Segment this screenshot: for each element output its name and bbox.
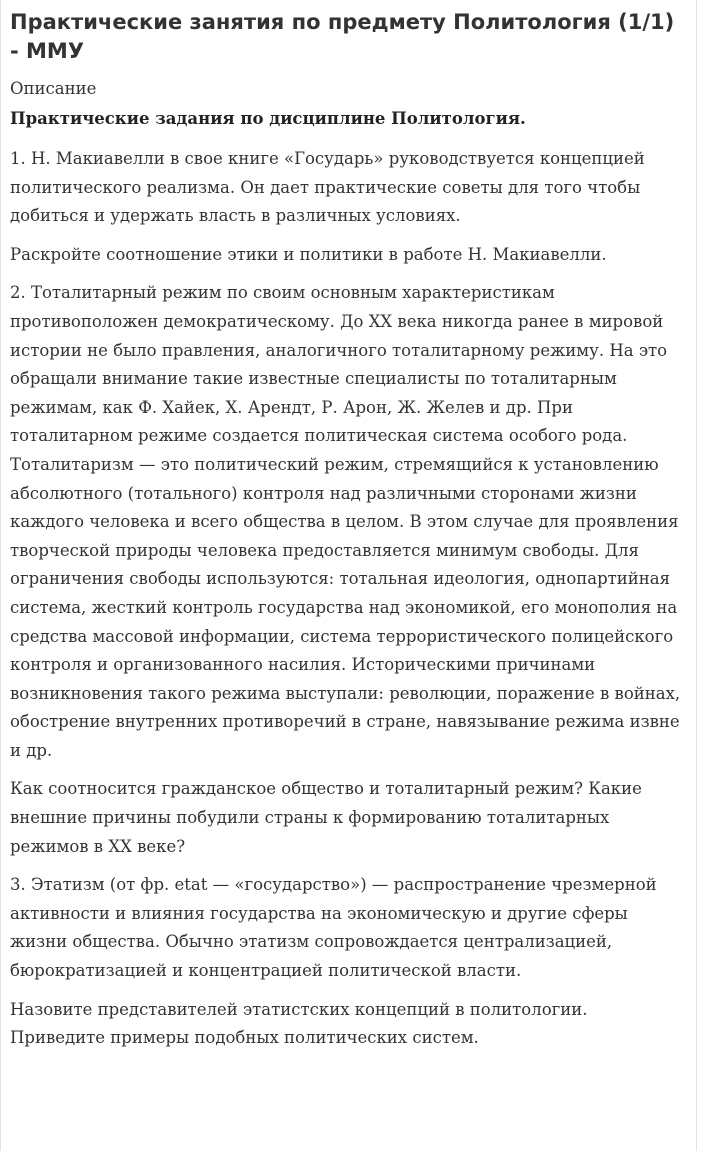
- task-1-question: Раскройте соотношение этики и политики в работе Н. Макиавелли.: [10, 244, 607, 264]
- task-3-text: 3. Этатизм (от фр. etat — «государство») — распространение чрезмерной активности и влияния государства на экономическую и другие сферы жизни общества. Обычно этатизм сопровождается централизацией, бюрократизацией и концентрацией политической власти.: [10, 875, 657, 981]
- task-1-text: 1. Н. Макиавелли в свое книге «Государь» руководствуется концепцией политического реализма. Он дает практические советы для того чтобы добиться и удержать власть в различных условиях.: [10, 149, 645, 226]
- task-2-question: Как соотносится гражданское общество и тоталитарный режим? Какие внешние причины побудили страны к формированию тоталитарных режимов в XX веке?: [10, 779, 642, 856]
- description-label: Описание: [10, 79, 97, 98]
- assignment-subheading: Практические задания по дисциплине Политология.: [10, 109, 526, 128]
- task-3-question: Назовите представителей этатистских концепций в политологии. Приведите примеры подобных политических систем.: [10, 999, 588, 1048]
- page-title: Практические занятия по предмету Политология (1/1) - ММУ: [10, 10, 675, 63]
- task-2-text: 2. Тоталитарный режим по своим основным характеристикам противоположен демократическому. До XX века никогда ранее в мировой истории не было правления, аналогичного тоталитарному режиму. На это обращали внимание такие известные специалисты по тоталитарным режимам, как Ф. Хайек, Х. Арендт, Р. Арон, Ж. Желев и др. При тоталитарном режиме создается политическая система особого рода. Тоталитаризм — это политический режим, стремящийся к установлению абсолютного (тотального) контроля над различными сторонами жизни каждого человека и всего общества в целом. В этом случае для проявления творческой природы человека предоставляется минимум свободы. Для ограничения свободы используются: тотальная идеология, однопартийная система, жесткий контроль государства над экономикой, его монополия на средства массовой информации, система террористического полицейского контроля и организованного насилия. Историческими причинами возникновения такого режима выступали: революции, поражение в войнах, обострение внутренних противоречий в стране, навязывание режима извне и др.: [10, 283, 681, 760]
